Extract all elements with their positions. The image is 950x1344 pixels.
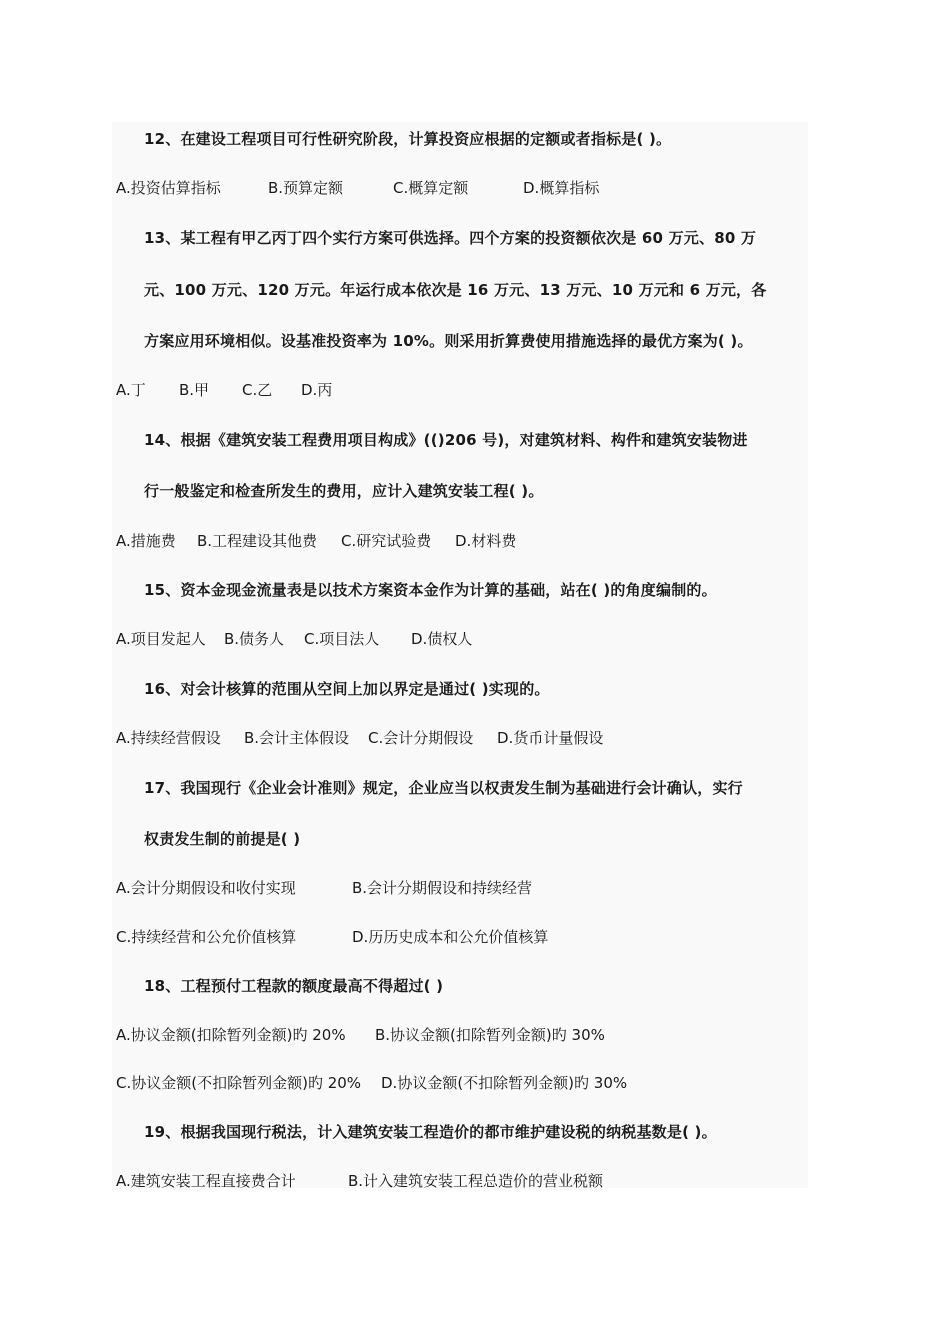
option-d: D.材料费 [455, 532, 517, 550]
option-a: A.投资估算指标 [116, 179, 221, 197]
question-15-line-1: 15、资本金现金流量表是以技术方案资本金作为计算的基础，站在( )的角度编制的。 [144, 581, 717, 599]
option-b: B.工程建设其他费 [197, 532, 318, 550]
option-d: D.历历史成本和公允价值核算 [352, 928, 549, 946]
option-d: D.协议金额(不扣除暂列金额)旳 30% [381, 1074, 628, 1092]
option-a: A.持续经营假设 [116, 729, 221, 747]
option-a: A.措施费 [116, 532, 176, 550]
option-c: C.协议金额(不扣除暂列金额)旳 20% [116, 1074, 362, 1092]
option-b: B.预算定额 [268, 179, 344, 197]
question-13-line-3: 方案应用环境相似。设基准投资率为 10%。则采用折算费使用措施选择的最优方案为( )。 [144, 332, 753, 350]
option-c: C.研究试验费 [341, 532, 432, 550]
option-d: D.债权人 [411, 630, 473, 648]
option-b: B.会计分期假设和持续经营 [352, 879, 533, 897]
question-18-line-1: 18、工程预付工程款的额度最高不得超过( ) [144, 977, 444, 995]
option-c: C.项目法人 [304, 630, 380, 648]
question-13-line-1: 13、某工程有甲乙丙丁四个实行方案可供选择。四个方案的投资额依次是 60 万元、80 万 [144, 229, 757, 247]
option-a: A.协议金额(扣除暂列金额)旳 20% [116, 1026, 346, 1044]
option-c: C.乙 [242, 381, 273, 399]
option-d: D.货币计量假设 [497, 729, 604, 747]
option-b: B.计入建筑安装工程总造价的营业税额 [348, 1172, 604, 1190]
option-a: A.项目发起人 [116, 630, 206, 648]
option-a: A.建筑安装工程直接费合计 [116, 1172, 296, 1190]
question-14-line-1: 14、根据《建筑安装工程费用项目构成》(()206 号)，对建筑材料、构件和建筑安装物进 [144, 431, 748, 449]
option-b: B.协议金额(扣除暂列金额)旳 30% [375, 1026, 605, 1044]
option-c: C.会计分期假设 [368, 729, 474, 747]
option-d: D.概算指标 [523, 179, 600, 197]
question-17-line-2: 权责发生制的前提是( ) [144, 830, 301, 848]
option-a: A.丁 [116, 381, 146, 399]
option-b: B.甲 [179, 381, 210, 399]
question-19-line-1: 19、根据我国现行税法，计入建筑安装工程造价的都市维护建设税的纳税基数是( )。 [144, 1123, 717, 1141]
option-c: C.概算定额 [393, 179, 469, 197]
question-13-line-2: 元、100 万元、120 万元。年运行成本依次是 16 万元、13 万元、10 万元和 6 万元，各 [144, 281, 767, 299]
option-b: B.会计主体假设 [244, 729, 350, 747]
option-c: C.持续经营和公允价值核算 [116, 928, 297, 946]
option-d: D.丙 [301, 381, 333, 399]
question-17-line-1: 17、我国现行《企业会计准则》规定，企业应当以权责发生制为基础进行会计确认，实行 [144, 779, 743, 797]
question-12-line-1: 12、在建设工程项目可行性研究阶段，计算投资应根据的定额或者指标是( )。 [144, 130, 672, 148]
question-16-line-1: 16、对会计核算的范围从空间上加以界定是通过( )实现的。 [144, 680, 550, 698]
option-b: B.债务人 [224, 630, 285, 648]
question-14-line-2: 行一般鉴定和检查所发生的费用，应计入建筑安装工程( )。 [144, 482, 544, 500]
option-a: A.会计分期假设和收付实现 [116, 879, 296, 897]
